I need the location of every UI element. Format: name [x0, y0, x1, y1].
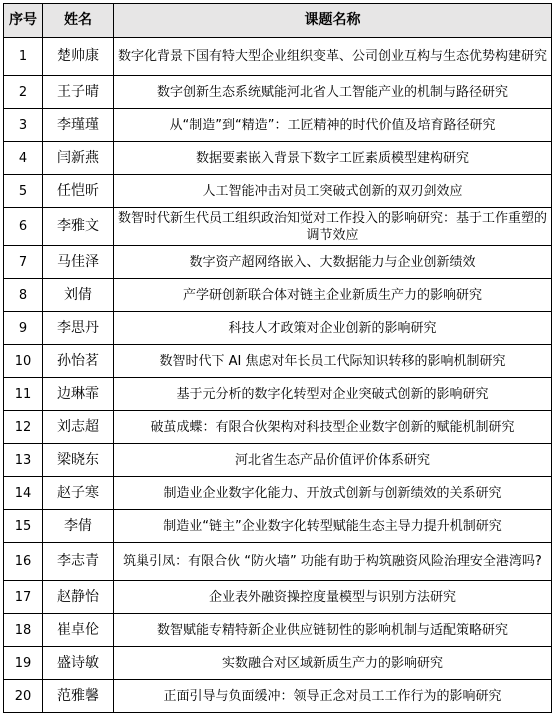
table-body: [4, 38, 552, 713]
table-row: [4, 444, 552, 477]
student-name: 赵静怡: [43, 581, 114, 614]
header-no: 序号: [4, 4, 43, 38]
row-number: 4: [4, 142, 43, 175]
row-number: 19: [4, 647, 43, 680]
table-row: [4, 76, 552, 109]
row-number: 12: [4, 411, 43, 444]
row-number: 17: [4, 581, 43, 614]
project-title: 企业表外融资操控度量模型与识别方法研究: [114, 581, 552, 614]
project-title: 制造业企业数字化能力、开放式创新与创新绩效的关系研究: [114, 477, 552, 510]
header-name: 姓名: [43, 4, 114, 38]
student-name: 刘志超: [43, 411, 114, 444]
table-row: [4, 312, 552, 345]
table-row: [4, 246, 552, 279]
student-name: 李瑾瑾: [43, 109, 114, 142]
table-row: [4, 411, 552, 444]
table-row: [4, 109, 552, 142]
student-name: 刘倩: [43, 279, 114, 312]
project-title: 数智时代新生代员工组织政治知觉对工作投入的影响研究：基于工作重塑的调节效应: [114, 208, 552, 246]
project-title: 数智时代下 AI 焦虑对年长员工代际知识转移的影响机制研究: [114, 345, 552, 378]
row-number: 7: [4, 246, 43, 279]
row-number: 16: [4, 543, 43, 581]
row-number: 3: [4, 109, 43, 142]
table-row: [4, 279, 552, 312]
project-title: 实数融合对区域新质生产力的影响研究: [114, 647, 552, 680]
table-row: [4, 510, 552, 543]
student-name: 楚帅康: [43, 38, 114, 76]
student-name: 梁晓东: [43, 444, 114, 477]
project-title: 数字化背景下国有特大型企业组织变革、公司创业互构与生态优势构建研究: [114, 38, 552, 76]
student-name: 李倩: [43, 510, 114, 543]
table-row: [4, 477, 552, 510]
student-name: 盛诗敏: [43, 647, 114, 680]
project-title: 数据要素嵌入背景下数字工匠素质模型建构研究: [114, 142, 552, 175]
project-title: 数字资产超网络嵌入、大数据能力与企业创新绩效: [114, 246, 552, 279]
project-title: 数智赋能专精特新企业供应链韧性的影响机制与适配策略研究: [114, 614, 552, 647]
student-name: 李志青: [43, 543, 114, 581]
project-title: 从“制造”到“精造”：工匠精神的时代价值及培育路径研究: [114, 109, 552, 142]
row-number: 8: [4, 279, 43, 312]
student-name: 赵子寒: [43, 477, 114, 510]
student-name: 任恺昕: [43, 175, 114, 208]
row-number: 9: [4, 312, 43, 345]
row-number: 1: [4, 38, 43, 76]
row-number: 18: [4, 614, 43, 647]
project-title: 破茧成蝶：有限合伙架构对科技型企业数字创新的赋能机制研究: [114, 411, 552, 444]
row-number: 6: [4, 208, 43, 246]
project-title: 产学研创新联合体对链主企业新质生产力的影响研究: [114, 279, 552, 312]
student-name: 马佳泽: [43, 246, 114, 279]
table-row: [4, 543, 552, 581]
row-number: 10: [4, 345, 43, 378]
project-title: 基于元分析的数字化转型对企业突破式创新的影响研究: [114, 378, 552, 411]
student-name: 崔卓伦: [43, 614, 114, 647]
project-title: 科技人才政策对企业创新的影响研究: [114, 312, 552, 345]
project-title: 筑巢引凤：有限合伙 “防火墙” 功能有助于构筑融资风险治理安全港湾吗?: [114, 543, 552, 581]
header-row: [4, 4, 552, 38]
student-name: 范雅馨: [43, 680, 114, 713]
student-name: 王子晴: [43, 76, 114, 109]
table-row: [4, 680, 552, 713]
student-name: 孙怡茗: [43, 345, 114, 378]
table-row: [4, 38, 552, 76]
table-container: [3, 3, 552, 713]
row-number: 11: [4, 378, 43, 411]
header-title: 课题名称: [114, 4, 552, 38]
student-name: 李雅文: [43, 208, 114, 246]
project-table: [3, 3, 552, 713]
project-title: 数字创新生态系统赋能河北省人工智能产业的机制与路径研究: [114, 76, 552, 109]
row-number: 2: [4, 76, 43, 109]
row-number: 15: [4, 510, 43, 543]
row-number: 14: [4, 477, 43, 510]
table-row: [4, 142, 552, 175]
project-title: 河北省生态产品价值评价体系研究: [114, 444, 552, 477]
table-row: [4, 175, 552, 208]
student-name: 李思丹: [43, 312, 114, 345]
project-title: 正面引导与负面缓冲：领导正念对员工工作行为的影响研究: [114, 680, 552, 713]
table-row: [4, 378, 552, 411]
table-row: [4, 614, 552, 647]
student-name: 边琳霏: [43, 378, 114, 411]
project-title: 人工智能冲击对员工突破式创新的双刃剑效应: [114, 175, 552, 208]
row-number: 20: [4, 680, 43, 713]
row-number: 5: [4, 175, 43, 208]
project-title: 制造业“链主”企业数字化转型赋能生态主导力提升机制研究: [114, 510, 552, 543]
row-number: 13: [4, 444, 43, 477]
table-row: [4, 581, 552, 614]
table-row: [4, 208, 552, 246]
table-row: [4, 647, 552, 680]
table-row: [4, 345, 552, 378]
student-name: 闫新燕: [43, 142, 114, 175]
